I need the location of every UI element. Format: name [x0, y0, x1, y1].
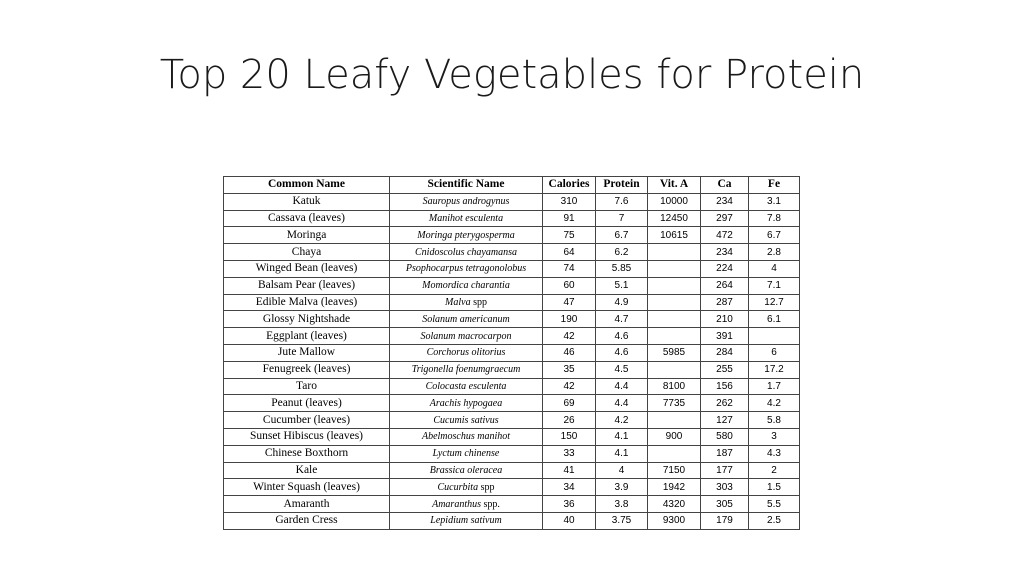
- calcium-cell: 262: [701, 395, 749, 412]
- scientific-name-suffix: spp: [478, 481, 495, 493]
- column-header: Fe: [749, 177, 800, 194]
- common-name-cell: Moringa: [224, 227, 390, 244]
- column-header: Ca: [701, 177, 749, 194]
- vitamin-a-cell: 900: [648, 428, 701, 445]
- calcium-cell: 179: [701, 512, 749, 529]
- calcium-cell: 297: [701, 210, 749, 227]
- common-name-cell: Sunset Hibiscus (leaves): [224, 428, 390, 445]
- calories-cell: 40: [543, 512, 596, 529]
- protein-cell: 4.5: [596, 361, 648, 378]
- scientific-name-cell: [390, 479, 543, 496]
- scientific-name-cell: [390, 512, 543, 529]
- scientific-name: Psophocarpus tetragonolobus: [405, 263, 527, 275]
- iron-cell: 4.2: [749, 395, 800, 412]
- scientific-name-cell: [390, 344, 543, 361]
- table-row: [224, 244, 800, 261]
- scientific-name: Amaranthus: [432, 498, 481, 510]
- common-name-cell: Taro: [224, 378, 390, 395]
- scientific-name-cell: [390, 210, 543, 227]
- protein-cell: 4.2: [596, 412, 648, 429]
- scientific-name: Arachis hypogaea: [429, 397, 503, 409]
- iron-cell: 6.7: [749, 227, 800, 244]
- iron-cell: 6: [749, 344, 800, 361]
- calories-cell: 91: [543, 210, 596, 227]
- common-name-cell: Glossy Nightshade: [224, 311, 390, 328]
- calcium-cell: 234: [701, 244, 749, 261]
- scientific-name: Sauropus androgynus: [422, 196, 510, 208]
- scientific-name-cell: [390, 395, 543, 412]
- table-row: [224, 311, 800, 328]
- protein-cell: 4.9: [596, 294, 648, 311]
- calcium-cell: 284: [701, 344, 749, 361]
- scientific-name-cell: [390, 227, 543, 244]
- column-header: Scientific Name: [390, 177, 543, 194]
- iron-cell: 2: [749, 462, 800, 479]
- common-name-cell: Jute Mallow: [224, 344, 390, 361]
- vitamin-a-cell: 1942: [648, 479, 701, 496]
- vitamin-a-cell: [648, 412, 701, 429]
- scientific-name-cell: [390, 244, 543, 261]
- calories-cell: 41: [543, 462, 596, 479]
- calcium-cell: 303: [701, 479, 749, 496]
- scientific-name: Lyctum chinense: [432, 448, 500, 460]
- iron-cell: 7.8: [749, 210, 800, 227]
- protein-cell: 4.4: [596, 378, 648, 395]
- calories-cell: 35: [543, 361, 596, 378]
- vitamin-a-cell: 5985: [648, 344, 701, 361]
- table-row: [224, 210, 800, 227]
- calories-cell: 47: [543, 294, 596, 311]
- protein-cell: 7.6: [596, 193, 648, 210]
- vitamin-a-cell: [648, 311, 701, 328]
- table-row: [224, 378, 800, 395]
- iron-cell: 1.5: [749, 479, 800, 496]
- calories-cell: 190: [543, 311, 596, 328]
- protein-cell: 5.1: [596, 277, 648, 294]
- vitamin-a-cell: [648, 260, 701, 277]
- vitamin-a-cell: 10000: [648, 193, 701, 210]
- common-name-cell: Katuk: [224, 193, 390, 210]
- protein-cell: 4: [596, 462, 648, 479]
- calories-cell: 42: [543, 328, 596, 345]
- calories-cell: 36: [543, 496, 596, 513]
- iron-cell: 5.5: [749, 496, 800, 513]
- protein-cell: 3.75: [596, 512, 648, 529]
- scientific-name-cell: [390, 428, 543, 445]
- vitamin-a-cell: 9300: [648, 512, 701, 529]
- scientific-name-cell: [390, 294, 543, 311]
- common-name-cell: Balsam Pear (leaves): [224, 277, 390, 294]
- protein-cell: 3.9: [596, 479, 648, 496]
- calcium-cell: 127: [701, 412, 749, 429]
- common-name-cell: Garden Cress: [224, 512, 390, 529]
- calcium-cell: 287: [701, 294, 749, 311]
- vitamin-a-cell: 7150: [648, 462, 701, 479]
- vitamin-a-cell: [648, 361, 701, 378]
- scientific-name-cell: [390, 311, 543, 328]
- protein-cell: 6.2: [596, 244, 648, 261]
- calories-cell: 60: [543, 277, 596, 294]
- calcium-cell: 234: [701, 193, 749, 210]
- table-row: [224, 412, 800, 429]
- scientific-name-cell: [390, 193, 543, 210]
- common-name-cell: Amaranth: [224, 496, 390, 513]
- table-row: [224, 328, 800, 345]
- column-header: Vit. A: [648, 177, 701, 194]
- calcium-cell: 391: [701, 328, 749, 345]
- common-name-cell: Chinese Boxthorn: [224, 445, 390, 462]
- scientific-name: Solanum macrocarpon: [420, 330, 512, 342]
- nutrition-table: [223, 176, 800, 530]
- scientific-name-cell: [390, 361, 543, 378]
- scientific-name-cell: [390, 496, 543, 513]
- calories-cell: 150: [543, 428, 596, 445]
- iron-cell: 3.1: [749, 193, 800, 210]
- calories-cell: 75: [543, 227, 596, 244]
- scientific-name-suffix: spp.: [481, 498, 500, 510]
- protein-cell: 4.6: [596, 328, 648, 345]
- scientific-name: Solanum americanum: [422, 313, 510, 325]
- table-row: [224, 344, 800, 361]
- calcium-cell: 177: [701, 462, 749, 479]
- iron-cell: 12.7: [749, 294, 800, 311]
- iron-cell: [749, 328, 800, 345]
- column-header: Common Name: [224, 177, 390, 194]
- common-name-cell: Kale: [224, 462, 390, 479]
- column-header: Calories: [543, 177, 596, 194]
- vitamin-a-cell: [648, 328, 701, 345]
- iron-cell: 2.5: [749, 512, 800, 529]
- vitamin-a-cell: 7735: [648, 395, 701, 412]
- calories-cell: 42: [543, 378, 596, 395]
- vitamin-a-cell: [648, 244, 701, 261]
- scientific-name-cell: [390, 462, 543, 479]
- scientific-name: Cucumis sativus: [433, 414, 499, 426]
- table-row: [224, 512, 800, 529]
- vitamin-a-cell: [648, 445, 701, 462]
- common-name-cell: Fenugreek (leaves): [224, 361, 390, 378]
- table-row: [224, 260, 800, 277]
- scientific-name: Manihot esculenta: [428, 212, 504, 224]
- protein-cell: 4.1: [596, 428, 648, 445]
- iron-cell: 17.2: [749, 361, 800, 378]
- common-name-cell: Peanut (leaves): [224, 395, 390, 412]
- calcium-cell: 255: [701, 361, 749, 378]
- iron-cell: 6.1: [749, 311, 800, 328]
- scientific-name-cell: [390, 277, 543, 294]
- calories-cell: 310: [543, 193, 596, 210]
- common-name-cell: Winter Squash (leaves): [224, 479, 390, 496]
- iron-cell: 4: [749, 260, 800, 277]
- vitamin-a-cell: 12450: [648, 210, 701, 227]
- iron-cell: 7.1: [749, 277, 800, 294]
- vitamin-a-cell: [648, 294, 701, 311]
- table-row: [224, 277, 800, 294]
- scientific-name: Abelmoschus manihot: [421, 431, 511, 443]
- iron-cell: 2.8: [749, 244, 800, 261]
- scientific-name: Moringa pterygosperma: [417, 229, 515, 241]
- table-row: [224, 361, 800, 378]
- calcium-cell: 305: [701, 496, 749, 513]
- vitamin-a-cell: 10615: [648, 227, 701, 244]
- scientific-name-suffix: spp: [470, 296, 487, 308]
- scientific-name-cell: [390, 445, 543, 462]
- calories-cell: 34: [543, 479, 596, 496]
- column-header: Protein: [596, 177, 648, 194]
- common-name-cell: Cassava (leaves): [224, 210, 390, 227]
- scientific-name-cell: [390, 412, 543, 429]
- calcium-cell: 580: [701, 428, 749, 445]
- calcium-cell: 187: [701, 445, 749, 462]
- table-header-row: [224, 177, 800, 194]
- table-row: [224, 496, 800, 513]
- calories-cell: 64: [543, 244, 596, 261]
- calories-cell: 74: [543, 260, 596, 277]
- vitamin-a-cell: [648, 277, 701, 294]
- common-name-cell: Eggplant (leaves): [224, 328, 390, 345]
- table-row: [224, 479, 800, 496]
- vitamin-a-cell: 8100: [648, 378, 701, 395]
- calcium-cell: 472: [701, 227, 749, 244]
- table-row: [224, 193, 800, 210]
- table-row: [224, 462, 800, 479]
- calories-cell: 69: [543, 395, 596, 412]
- scientific-name-cell: [390, 260, 543, 277]
- protein-cell: 7: [596, 210, 648, 227]
- protein-cell: 4.4: [596, 395, 648, 412]
- common-name-cell: Chaya: [224, 244, 390, 261]
- common-name-cell: Edible Malva (leaves): [224, 294, 390, 311]
- scientific-name-cell: [390, 378, 543, 395]
- calcium-cell: 224: [701, 260, 749, 277]
- protein-cell: 5.85: [596, 260, 648, 277]
- calcium-cell: 210: [701, 311, 749, 328]
- common-name-cell: Cucumber (leaves): [224, 412, 390, 429]
- table-row: [224, 294, 800, 311]
- calories-cell: 46: [543, 344, 596, 361]
- iron-cell: 5.8: [749, 412, 800, 429]
- scientific-name: Colocasta esculenta: [425, 380, 507, 392]
- scientific-name: Brassica oleracea: [429, 464, 503, 476]
- iron-cell: 1.7: [749, 378, 800, 395]
- table-row: [224, 445, 800, 462]
- common-name-cell: Winged Bean (leaves): [224, 260, 390, 277]
- vitamin-a-cell: 4320: [648, 496, 701, 513]
- scientific-name: Lepidium sativum: [430, 515, 502, 527]
- protein-cell: 4.6: [596, 344, 648, 361]
- calcium-cell: 264: [701, 277, 749, 294]
- protein-cell: 4.7: [596, 311, 648, 328]
- calcium-cell: 156: [701, 378, 749, 395]
- scientific-name: Corchorus olitorius: [426, 347, 506, 359]
- scientific-name-cell: [390, 328, 543, 345]
- table-row: [224, 395, 800, 412]
- table-row: [224, 428, 800, 445]
- scientific-name: Cucurbita: [437, 481, 479, 493]
- calories-cell: 26: [543, 412, 596, 429]
- table-body: [224, 193, 800, 529]
- iron-cell: 3: [749, 428, 800, 445]
- table-row: [224, 227, 800, 244]
- calories-cell: 33: [543, 445, 596, 462]
- iron-cell: 4.3: [749, 445, 800, 462]
- scientific-name: Malva: [445, 296, 471, 308]
- protein-cell: 6.7: [596, 227, 648, 244]
- protein-cell: 3.8: [596, 496, 648, 513]
- scientific-name: Momordica charantia: [422, 280, 510, 292]
- slide-title: Top 20 Leafy Vegetables for Protein: [159, 52, 865, 98]
- protein-cell: 4.1: [596, 445, 648, 462]
- scientific-name: Trigonella foenumgraecum: [411, 364, 521, 376]
- scientific-name: Cnidoscolus chayamansa: [415, 246, 517, 258]
